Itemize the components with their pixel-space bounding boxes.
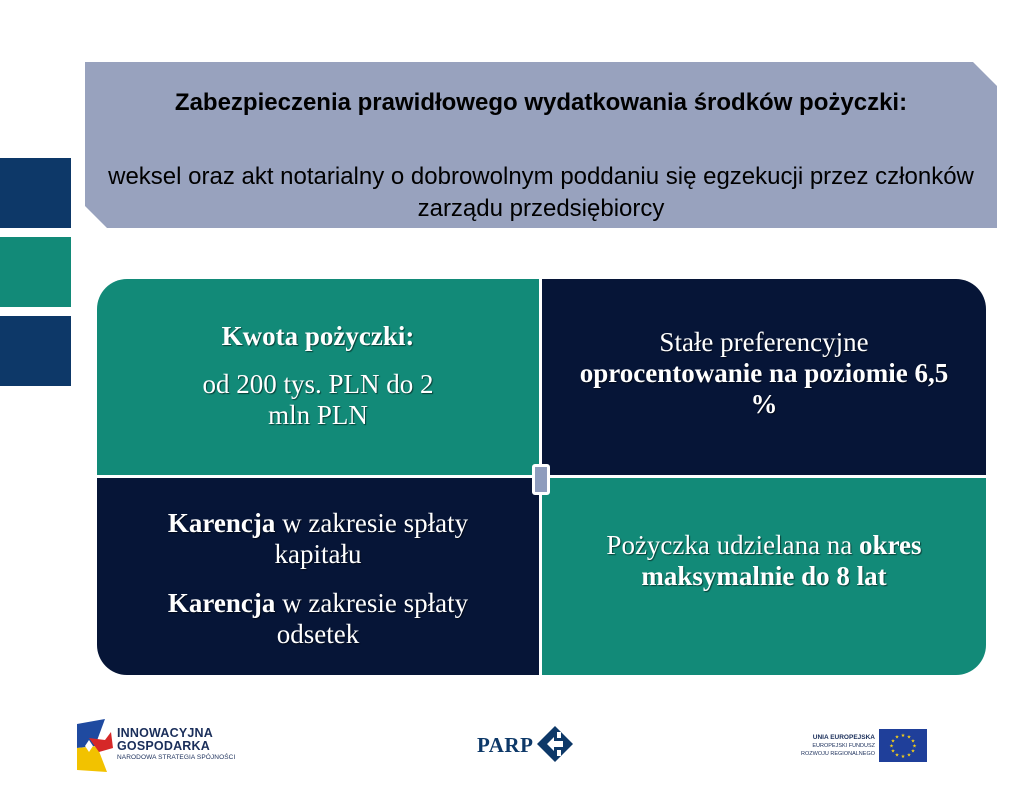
eu-logo-line2: EUROPEJSKI FUNDUSZ xyxy=(812,743,875,749)
parp-logo xyxy=(477,726,577,762)
innowacyjna-gospodarka-logo xyxy=(73,717,253,775)
svg-text:★: ★ xyxy=(900,754,906,760)
decor-square-teal xyxy=(0,237,71,307)
eu-flag-icon xyxy=(879,729,927,762)
decor-square-blue-bottom xyxy=(0,316,71,386)
grace-interest-bold: Karencja xyxy=(167,588,276,618)
banner-title: Zabezpieczenia prawidłowego wydatkowania środków pożyczki: xyxy=(174,89,908,116)
eu-logo xyxy=(786,726,931,766)
loan-amount-text: od 200 tys. PLN do 2 mln PLN xyxy=(202,369,434,430)
ig-logo-line1: INNOWACYJNA xyxy=(117,726,213,740)
ig-logo-line3: NARODOWA STRATEGIA SPÓJNOŚCI xyxy=(117,754,236,761)
svg-text:★: ★ xyxy=(912,743,917,750)
svg-text:★: ★ xyxy=(890,738,896,745)
cell-interest-rate xyxy=(542,279,986,475)
svg-text:★: ★ xyxy=(890,748,896,755)
decor-square-blue-top xyxy=(0,158,71,228)
ig-star-logo-icon xyxy=(75,718,115,774)
svg-text:★: ★ xyxy=(900,733,906,739)
cell-loan-term xyxy=(542,478,986,675)
svg-text:★: ★ xyxy=(910,748,916,755)
grace-capital-rest: w zakresie spłaty kapitału xyxy=(274,508,469,569)
interest-rate-plain: Stałe preferencyjne xyxy=(659,327,869,357)
loan-term-bold: okres maksymalnie do 8 lat xyxy=(641,530,922,591)
grace-interest-rest: w zakresie spłaty odsetek xyxy=(275,588,469,649)
grid-center-connector xyxy=(532,464,550,495)
grace-capital-bold: Karencja xyxy=(167,508,276,538)
parp-arrows-icon xyxy=(537,726,573,762)
loan-amount-heading: Kwota pożyczki: xyxy=(221,321,415,351)
svg-text:★: ★ xyxy=(910,738,916,745)
parp-logo-text: PARP xyxy=(477,733,534,757)
svg-text:★: ★ xyxy=(906,734,912,741)
svg-text:★: ★ xyxy=(906,752,912,759)
banner-subtitle: weksel oraz akt notarialny o dobrowolnym poddaniu się egzekucji przez członków zarządu przedsiębiorcy xyxy=(108,163,974,222)
ig-logo-line2: GOSPODARKA xyxy=(117,739,210,753)
eu-logo-line1: UNIA EUROPEJSKA xyxy=(812,734,875,741)
svg-text:★: ★ xyxy=(894,734,900,741)
interest-rate-bold: oprocentowanie na poziomie 6,5 % xyxy=(579,358,949,419)
eu-logo-line3: ROZWOJU REGIONALNEGO xyxy=(801,751,875,757)
loan-term-plain: Pożyczka udzielana na xyxy=(606,530,860,560)
svg-text:★: ★ xyxy=(889,743,894,750)
svg-text:★: ★ xyxy=(894,752,900,759)
cell-loan-amount xyxy=(97,279,539,475)
header-banner xyxy=(85,62,997,228)
cell-grace-period xyxy=(97,478,539,675)
